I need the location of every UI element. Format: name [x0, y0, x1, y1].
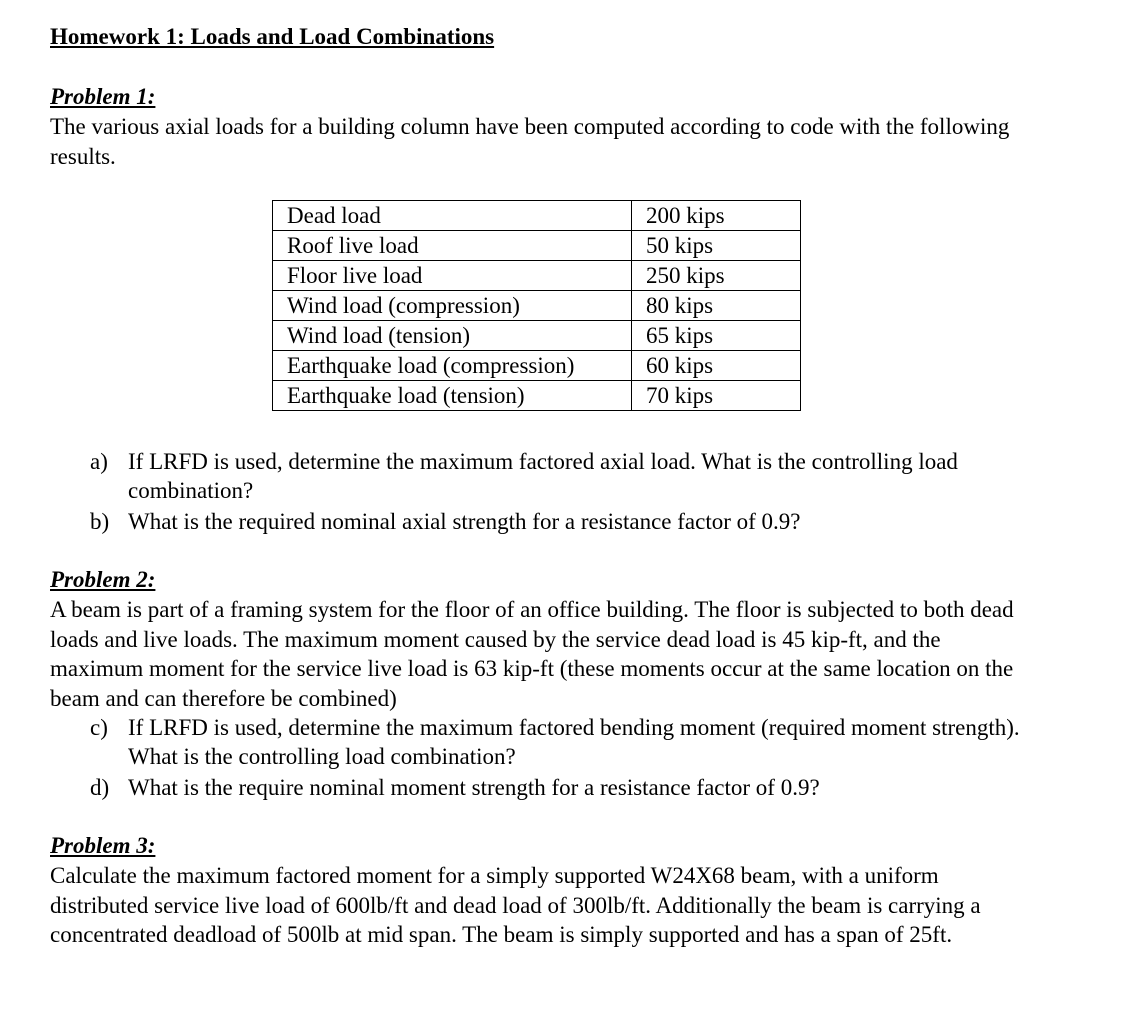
table-row — [273, 351, 801, 381]
question-text: What is the required nominal axial strength for a resistance factor of 0.9? — [128, 509, 801, 534]
table-row — [273, 231, 801, 261]
problem-3-text: Calculate the maximum factored moment for a simply supported W24X68 beam, with a uniform distributed service live load of 600lb/ft and dead load of 300lb/ft. Additionally the beam is carrying a concentrated deadload of 500lb at mid span. The beam is simply supported and has a span of 25ft. — [50, 863, 981, 947]
question-label: c) — [90, 715, 108, 740]
load-value-cell: 60 kips — [632, 351, 801, 381]
load-name-cell: Floor live load — [273, 261, 632, 291]
problem-3 — [50, 831, 1050, 950]
problem-2-heading: Problem 2: — [50, 567, 156, 592]
problem-1 — [50, 82, 1050, 172]
question-label: d) — [90, 775, 110, 800]
document-title: Homework 1: Loads and Load Combinations — [50, 24, 495, 49]
problem-2-intro: A beam is part of a framing system for the floor of an office building. The floor is subjected to both dead loads and live loads. The maximum moment caused by the service dead load is 45 kip-ft, and the maximum moment for the service live load is 63 kip-ft (these moments occur at the same location on the beam and can therefore be combined) — [50, 597, 1014, 711]
table-row — [273, 201, 801, 231]
question-label: b) — [90, 509, 110, 534]
load-value-cell: 50 kips — [632, 231, 801, 261]
table-row — [273, 291, 801, 321]
loads-table — [272, 200, 801, 411]
question-d — [90, 773, 1050, 802]
load-name-cell: Roof live load — [273, 231, 632, 261]
question-text: If LRFD is used, determine the maximum factored bending moment (required moment strength). What is the controlling load combination? — [128, 715, 1020, 769]
problem-1-intro: The various axial loads for a building column have been computed according to code with the following results. — [50, 114, 1010, 169]
question-label: a) — [90, 449, 108, 474]
load-value-cell: 200 kips — [632, 201, 801, 231]
problem-1-heading: Problem 1: — [50, 84, 156, 109]
question-b — [90, 507, 1050, 536]
question-text: If LRFD is used, determine the maximum factored axial load. What is the controlling load combination? — [128, 449, 958, 503]
question-a — [90, 447, 1050, 505]
load-value-cell: 250 kips — [632, 261, 801, 291]
load-name-cell: Wind load (compression) — [273, 291, 632, 321]
table-row — [273, 261, 801, 291]
problem-2 — [50, 565, 1050, 713]
load-name-cell: Earthquake load (tension) — [273, 381, 632, 411]
load-value-cell: 70 kips — [632, 381, 801, 411]
table-row — [273, 321, 801, 351]
question-text: What is the require nominal moment strength for a resistance factor of 0.9? — [128, 775, 820, 800]
load-name-cell: Dead load — [273, 201, 632, 231]
load-name-cell: Wind load (tension) — [273, 321, 632, 351]
problem-3-heading: Problem 3: — [50, 833, 156, 858]
table-row — [273, 381, 801, 411]
load-value-cell: 80 kips — [632, 291, 801, 321]
load-value-cell: 65 kips — [632, 321, 801, 351]
load-name-cell: Earthquake load (compression) — [273, 351, 632, 381]
question-c — [90, 713, 1050, 771]
